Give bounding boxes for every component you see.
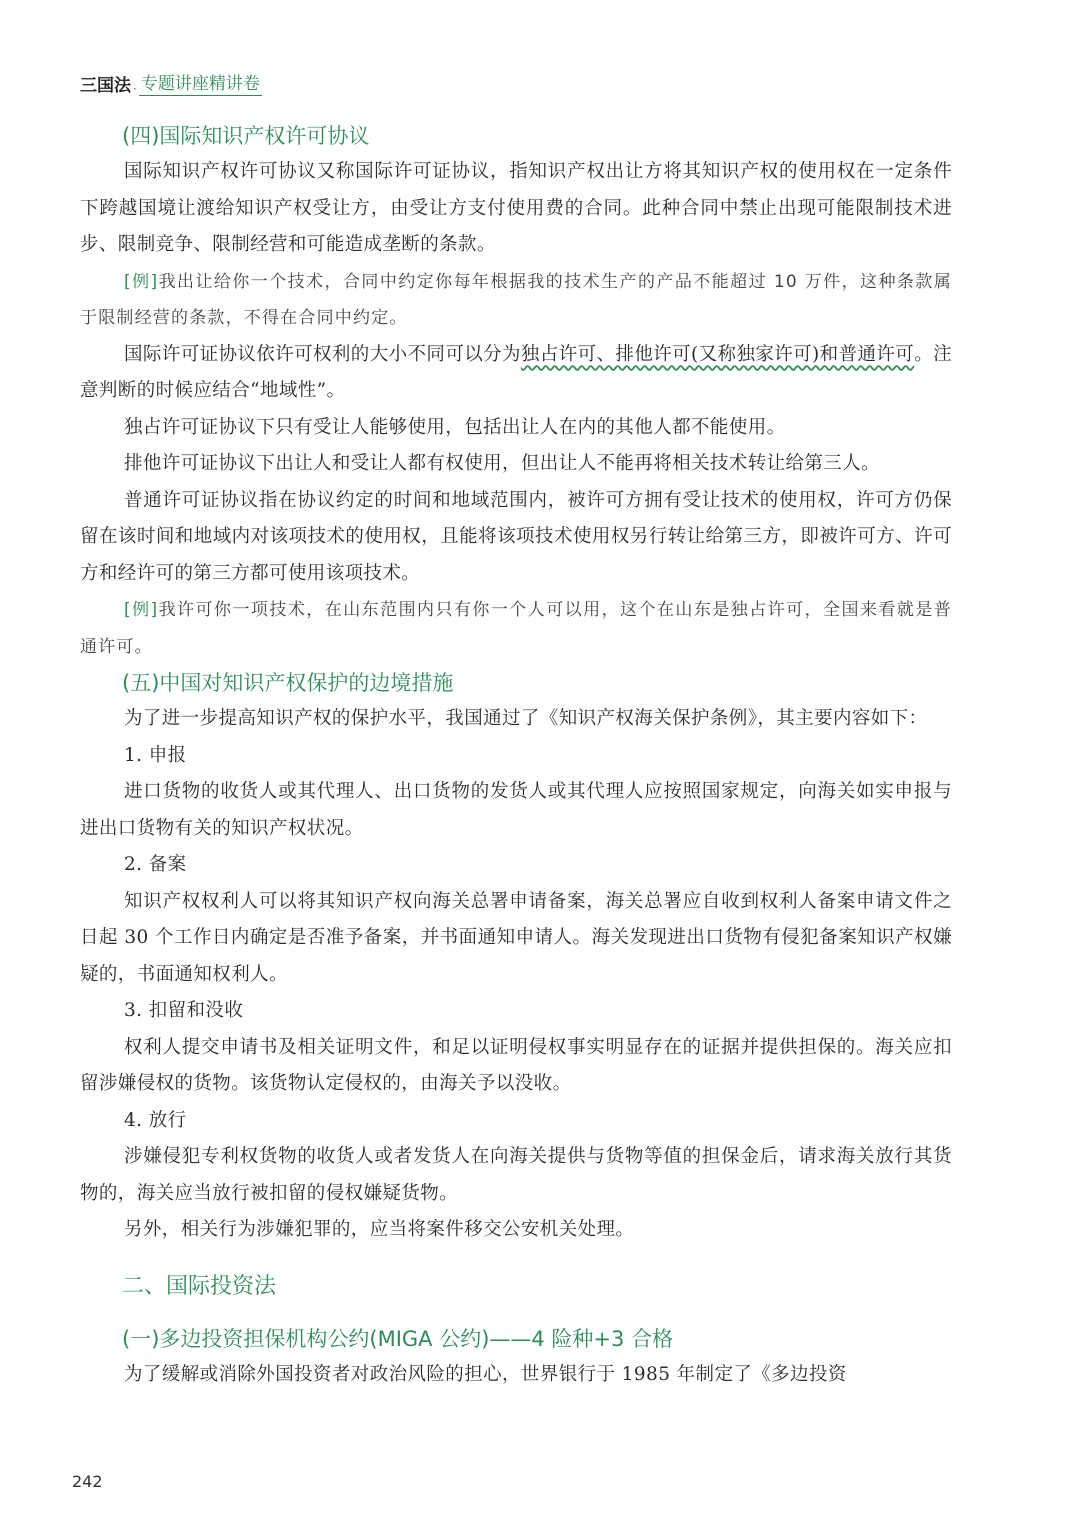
example-paragraph (80, 264, 952, 337)
page-number: 242 (72, 1472, 103, 1491)
header-separator: · (133, 82, 137, 96)
text-span: 。注意判断的时候应结合“地域性”。 (80, 343, 952, 401)
paragraph: 独占许可证协议下只有受让人能够使用，包括出让人在内的其他人都不能使用。 (124, 416, 786, 438)
part-heading: 二、国际投资法 (122, 1273, 277, 1299)
paragraph (80, 337, 952, 410)
paragraph: 另外，相关行为涉嫌犯罪的，应当将案件移交公安机关处理。 (124, 1219, 635, 1240)
list-item-title: 1. 申报 (124, 744, 187, 766)
emphasized-text: 独占许可、排他许可(又称独家许可)和普通许可 (520, 343, 915, 365)
example-text: 我许可你一项技术，在山东范围内只有你一个人可以用，这个在山东是独占许可，全国来看就是普通许可。 (80, 600, 952, 657)
paragraph: 权利人提交申请书及相关证明文件，和足以证明侵权事实明显存在的证据并提供担保的。海关应扣留涉嫌侵权的货物。该货物认定侵权的，由海关予以没收。 (80, 1036, 952, 1094)
section-heading: (五)中国对知识产权保护的边境措施 (122, 671, 454, 695)
list-item-title: 3. 扣留和没收 (124, 1000, 244, 1021)
series-title: 专题讲座精讲卷 (139, 69, 262, 96)
paragraph: 为了进一步提高知识产权的保护水平，我国通过了《知识产权海关保护条例》，其主要内容如下： (124, 708, 928, 729)
paragraph: 知识产权权利人可以将其知识产权向海关总署申请备案，海关总署应自收到权利人备案申请文件之日起 30 个工作日内确定是否准予备案，并书面通知申请人。海关发现进出口货物有侵犯备案知识产权嫌疑的，书面通知权利人。 (80, 890, 952, 985)
example-text: 我出让给你一个技术，合同中约定你每年根据我的技术生产的产品不能超过 10 万件，这种条款属于限制经营的条款，不得在合同中约定。 (80, 271, 952, 328)
list-item-title: 4. 放行 (124, 1109, 187, 1131)
text-span: 国际许可证协议依许可权利的大小不同可以分为 (124, 343, 521, 365)
example-tag: [例] (124, 600, 159, 620)
paragraph: 为了缓解或消除外国投资者对政治风险的担心，世界银行于 1985 年制定了《多边投资 (124, 1363, 847, 1385)
section-heading: (四)国际知识产权许可协议 (122, 124, 370, 148)
paragraph: 进口货物的收货人或其代理人、出口货物的发货人或其代理人应按照国家规定，向海关如实申报与进出口货物有关的知识产权状况。 (80, 781, 952, 839)
page-body (80, 118, 952, 1393)
example-tag: [例] (124, 271, 159, 292)
book-title: 三国法 (80, 76, 131, 96)
section-heading: (一)多边投资担保机构公约(MIGA 公约)——4 险种+3 合格 (122, 1326, 674, 1351)
paragraph: 普通许可证协议指在协议约定的时间和地域范围内，被许可方拥有受让技术的使用权，许可方仍保留在该时间和地域内对该项技术的使用权，且能将该项技术使用权另行转让给第三方，即被许可方、许可方和经许可的第三方都可使用该项技术。 (80, 489, 952, 584)
paragraph: 国际知识产权许可协议又称国际许可证协议，指知识产权出让方将其知识产权的使用权在一定条件下跨越国境让渡给知识产权受让方，由受让方支付使用费的合同。此种合同中禁止出现可能限制技术进步、限制竞争、限制经营和可能造成垄断的条款。 (80, 161, 952, 255)
list-item-title: 2. 备案 (124, 854, 187, 875)
paragraph: 涉嫌侵犯专利权货物的收货人或者发货人在向海关提供与货物等值的担保金后，请求海关放行其货物的，海关应当放行被扣留的侵权嫌疑货物。 (80, 1146, 952, 1204)
paragraph: 排他许可证协议下出让人和受让人都有权使用，但出让人不能再将相关技术转让给第三人。 (124, 453, 881, 474)
example-paragraph (80, 592, 952, 665)
running-header (80, 70, 262, 96)
